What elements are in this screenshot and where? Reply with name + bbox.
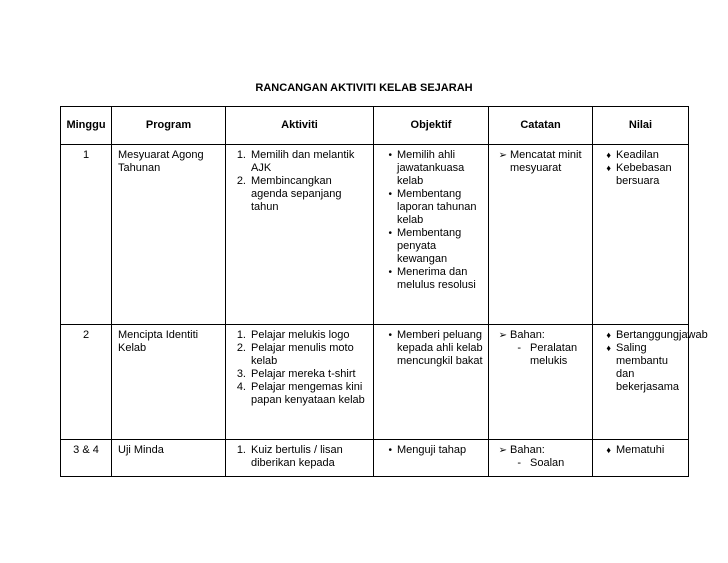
list-marker: - [517,342,521,354]
nilai-list [597,149,684,188]
program-cell: Mesyuarat Agong Tahunan [112,145,226,325]
program-cell: Mencipta Identiti Kelab [112,325,226,440]
list-marker: • [388,189,392,200]
catatan-list [493,149,588,175]
nilai-list [597,444,684,457]
objektif-item [378,188,484,227]
list-item-text: Pelajar menulis moto kelab [251,342,354,367]
catatan-item [493,444,588,457]
list-marker: ➢ [498,150,507,161]
nilai-item [597,162,684,188]
activity-plan-table [60,106,708,477]
catatan-item [493,329,588,342]
list-marker: • [388,445,392,456]
catatan-cell [489,440,593,477]
catatan-cell [489,325,593,440]
list-item-text: Kuiz bertulis / lisan diberikan kepada [251,444,343,469]
list-item-text: Mematuhi [616,444,665,456]
list-marker: ♦ [606,150,611,160]
list-item-text: Membincangkan agenda sepanjang tahun [251,175,342,213]
objektif-list [378,149,484,292]
aktiviti-item [230,381,369,407]
list-marker: • [388,150,392,161]
list-marker: 1. [236,149,246,161]
list-marker: ➢ [498,445,507,456]
list-marker: ♦ [606,445,611,455]
list-marker: 4. [236,381,246,393]
list-item-text: Mencatat minit mesyuarat [510,149,582,174]
program-cell: Uji Minda [112,440,226,477]
aktiviti-list [230,149,369,214]
aktiviti-list [230,329,369,407]
list-item-text: Kebebasan bersuara [616,162,672,187]
table-header-row [61,107,689,145]
catatan-item [493,149,588,175]
aktiviti-item [230,342,369,368]
table-row [61,325,689,440]
list-item-text: Menerima dan melulus resolusi [397,266,476,291]
list-marker: 1. [236,329,246,341]
aktiviti-item [230,149,369,175]
list-item-text: Memberi peluang kepada ahli kelab mencungkil bakat [397,329,483,367]
nilai-cell [593,440,689,477]
list-marker: 2. [236,342,246,354]
list-marker: • [388,267,392,278]
list-item-text: Peralatan melukis [530,342,578,367]
catatan-sub-item [493,342,588,368]
list-marker: ➢ [498,330,507,341]
aktiviti-cell [226,325,374,440]
objektif-cell [374,440,489,477]
header-objektif: Objektif [374,107,489,145]
list-item-text: Pelajar mereka t-shirt [251,368,356,380]
nilai-cell [593,145,689,325]
week-cell: 1 [61,145,112,325]
list-marker: 3. [236,368,246,380]
nilai-item [597,444,684,457]
week-cell: 3 & 4 [61,440,112,477]
objektif-item [378,266,484,292]
header-catatan: Catatan [489,107,593,145]
aktiviti-cell [226,440,374,477]
catatan-cell [489,145,593,325]
list-item-text: Membentang laporan tahunan kelab [397,188,477,226]
objektif-item [378,444,484,457]
week-cell: 2 [61,325,112,440]
header-program: Program [112,107,226,145]
list-item-text: Bahan: [510,444,545,456]
list-item-text: Bertanggungjawab [616,329,708,341]
header-aktiviti: Aktiviti [226,107,374,145]
table-row [61,145,689,325]
list-item-text: Soalan [530,457,565,469]
list-item-text: Memilih ahli jawatankuasa kelab [397,149,465,187]
table-row [61,440,689,477]
header-nilai: Nilai [593,107,689,145]
objektif-list [378,329,484,368]
header-minggu: Minggu [61,107,112,145]
list-item-text: Memilih dan melantik AJK [251,149,355,174]
list-marker: • [388,228,392,239]
nilai-item [597,329,708,342]
list-marker: ♦ [606,163,611,173]
list-marker: 2. [236,175,246,187]
nilai-item [597,342,684,394]
catatan-list [493,329,588,368]
nilai-item [597,149,684,162]
objektif-cell [374,325,489,440]
catatan-sub-item [493,457,588,470]
list-item-text: Pelajar mengemas kini papan kenyataan kelab [251,381,365,406]
catatan-list [493,444,588,470]
list-marker: ♦ [606,343,611,353]
objektif-list [378,444,484,457]
aktiviti-list [230,444,369,470]
aktiviti-cell [226,145,374,325]
list-item-text: Saling membantu dan bekerjasama [616,342,679,393]
nilai-cell [593,325,708,440]
list-item-text: Bahan: [510,329,545,341]
nilai-list [597,329,708,394]
aktiviti-item [230,444,369,470]
objektif-item [378,329,484,368]
list-item-text: Membentang penyata kewangan [397,227,462,265]
document-title: RANCANGAN AKTIVITI KELAB SEJARAH [255,82,473,94]
objektif-item [378,149,484,188]
aktiviti-item [230,175,369,214]
list-item-text: Pelajar melukis logo [251,329,350,341]
list-item-text: Keadilan [616,149,659,161]
objektif-item [378,227,484,266]
list-marker: - [517,457,521,469]
list-marker: ♦ [606,330,611,340]
list-marker: 1. [236,444,246,456]
objektif-cell [374,145,489,325]
list-marker: • [388,330,392,341]
list-item-text: Menguji tahap [397,444,467,456]
aktiviti-item [230,329,369,342]
aktiviti-item [230,368,369,381]
